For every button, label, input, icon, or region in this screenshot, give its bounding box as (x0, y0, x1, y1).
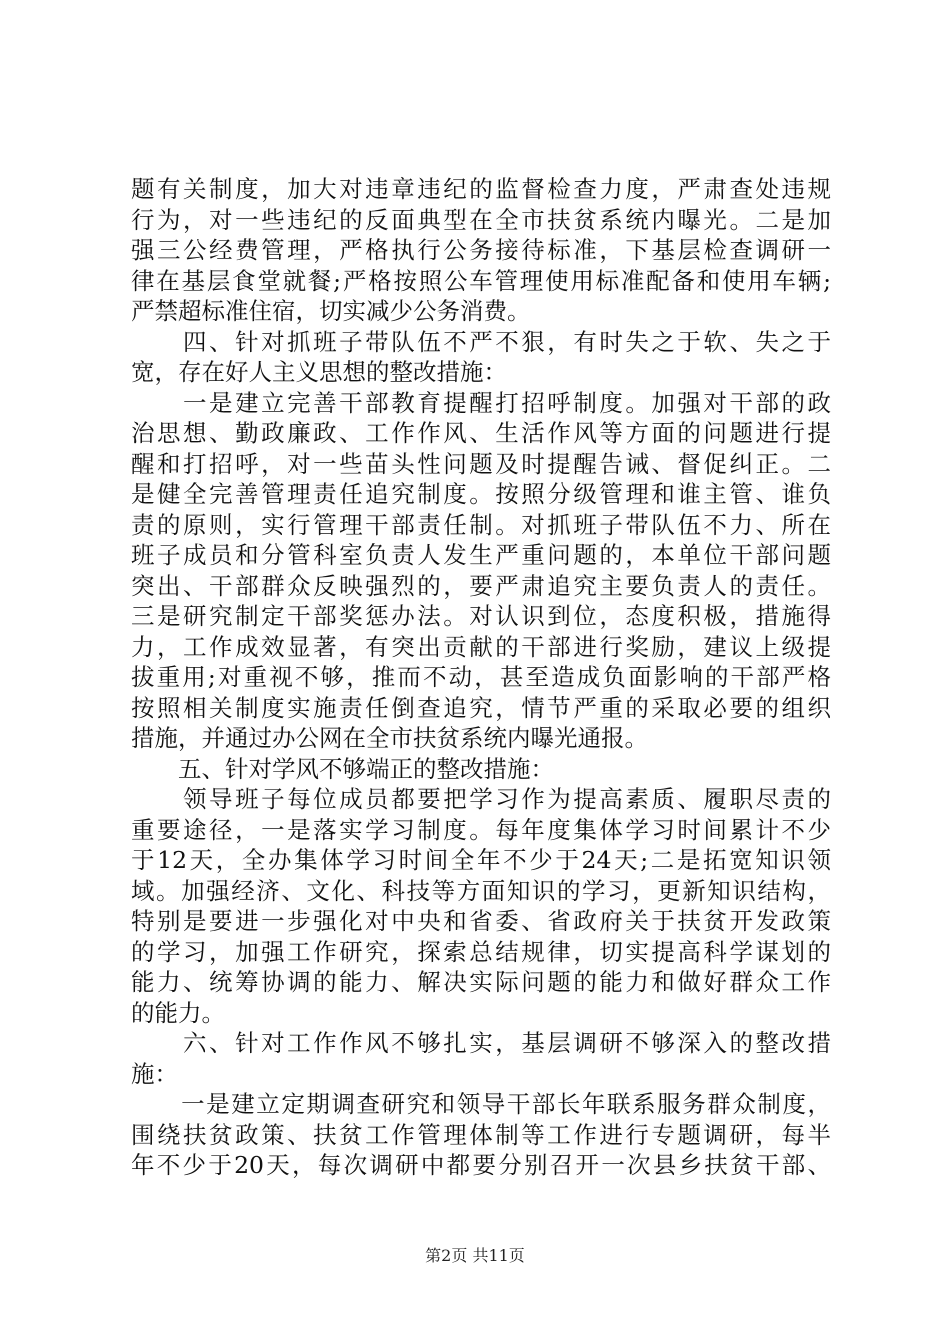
text-line: 六、针对工作作风不够扎实，基层调研不够深入的整改措 (131, 1029, 831, 1057)
text-line: 的能力。 (131, 998, 225, 1027)
text-line: 的学习，加强工作研究，探索总结规律，切实提高科学谋划的 (131, 937, 831, 966)
text-line: 拔重用;对重视不够，推而不动，甚至造成负面影响的干部严格 (131, 663, 831, 691)
text-line: 突出、干部群众反映强烈的，要严肃追究主要负责人的责任。 (131, 571, 831, 600)
body-text (131, 174, 831, 1181)
text-line: 能力、统筹协调的能力、解决实际问题的能力和做好群众工作 (131, 968, 831, 996)
text-line: 治思想、勤政廉政、工作作风、生活作风等方面的问题进行提 (131, 419, 831, 447)
text-line: 四、针对抓班子带队伍不严不狠，有时失之于软、失之于 (131, 327, 831, 356)
text-line: 行为，对一些违纪的反面典型在全市扶贫系统内曝光。二是加 (131, 205, 831, 234)
text-line: 强三公经费管理，严格执行公务接待标准，下基层检查调研一 (131, 236, 831, 264)
text-line: 按照相关制度实施责任倒查追究，情节严重的采取必要的组织 (131, 693, 831, 722)
text-line: 严禁超标准住宿，切实减少公务消费。 (131, 297, 531, 325)
text-line: 措施，并通过办公网在全市扶贫系统内曝光通报。 (131, 724, 648, 752)
text-line: 领导班子每位成员都要把学习作为提高素质、履职尽责的 (131, 785, 831, 813)
page-footer: 第2页 共11页 (425, 1246, 525, 1265)
text-line: 律在基层食堂就餐;严格按照公车管理使用标准配备和使用车辆; (131, 266, 831, 295)
text-line: 域。加强经济、文化、科技等方面知识的学习，更新知识结构， (131, 876, 831, 905)
text-line: 力，工作成效显著，有突出贡献的干部进行奖励，建议上级提 (131, 632, 831, 661)
text-line: 特别是要进一步强化对中央和省委、省政府关于扶贫开发政策 (131, 907, 831, 935)
text-line: 施： (131, 1059, 178, 1088)
text-line: 班子成员和分管科室负责人发生严重问题的，本单位干部问题 (131, 541, 831, 569)
text-line: 一是建立定期调查研究和领导干部长年联系服务群众制度， (131, 1090, 831, 1118)
text-line: 三是研究制定干部奖惩办法。对认识到位，态度积极，措施得 (131, 602, 831, 630)
text-line: 五、针对学风不够端正的整改措施： (131, 754, 554, 783)
text-line: 围绕扶贫政策、扶贫工作管理体制等工作进行专题调研，每半 (131, 1120, 831, 1149)
text-line: 一是建立完善干部教育提醒打招呼制度。加强对干部的政 (131, 388, 831, 417)
text-line: 年不少于20天，每次调研中都要分别召开一次县乡扶贫干部、 (131, 1151, 831, 1179)
text-line: 宽，存在好人主义思想的整改措施： (131, 358, 507, 386)
text-line: 于12天，全办集体学习时间全年不少于24天;二是拓宽知识领 (131, 846, 831, 874)
text-line: 题有关制度，加大对违章违纪的监督检查力度，严肃查处违规 (131, 175, 831, 203)
text-line: 是健全完善管理责任追究制度。按照分级管理和谁主管、谁负 (131, 480, 831, 508)
text-line: 责的原则，实行管理干部责任制。对抓班子带队伍不力、所在 (131, 510, 831, 539)
text-line: 重要途径，一是落实学习制度。每年度集体学习时间累计不少 (131, 815, 831, 844)
text-line: 醒和打招呼，对一些苗头性问题及时提醒告诫、督促纠正。二 (131, 449, 831, 478)
